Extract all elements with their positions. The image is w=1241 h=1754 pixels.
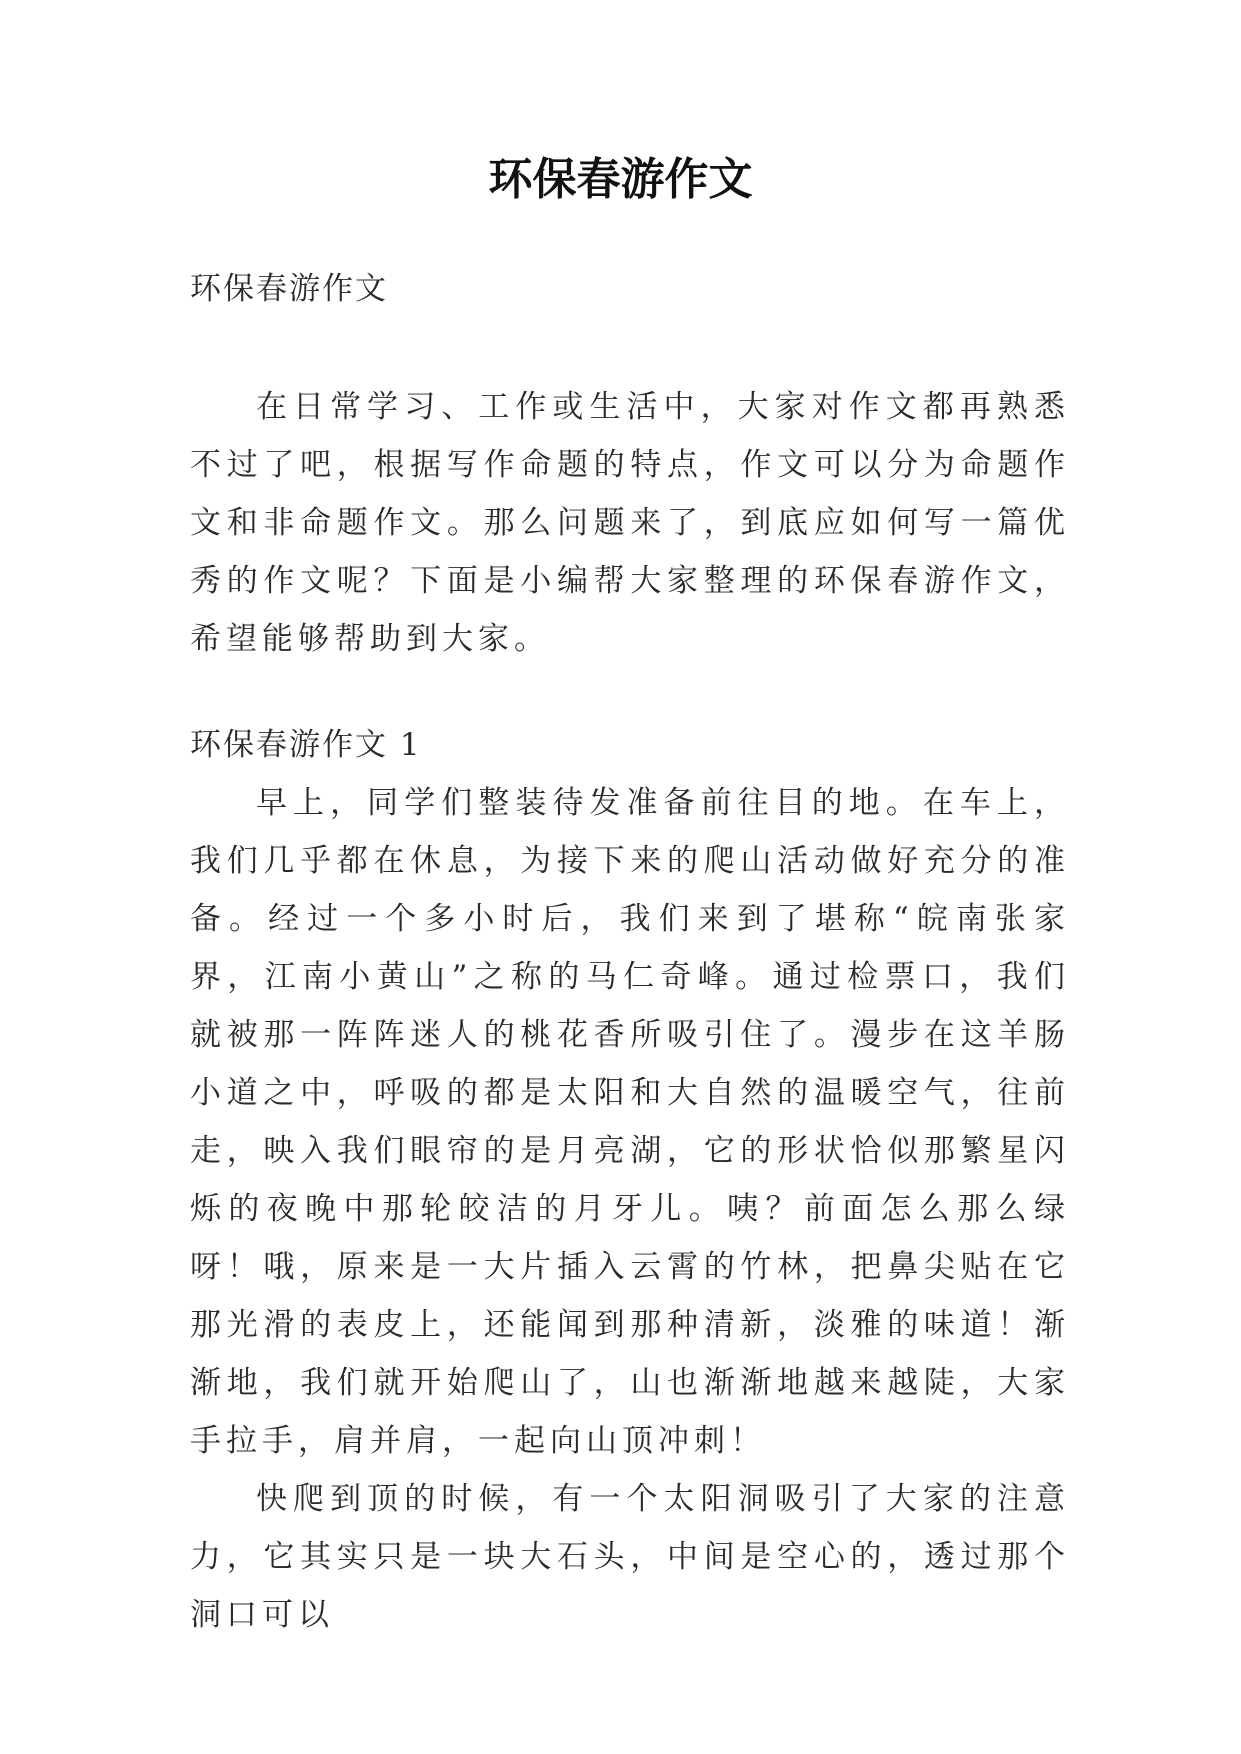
document-title: 环保春游作文	[488, 154, 753, 205]
body-paragraph: 快爬到顶的时候，有一个太阳洞吸引了大家的注意力，它其实只是一块大石头，中间是空心的，透过那个洞口可以	[190, 1481, 1070, 1633]
document-body	[190, 260, 1070, 1644]
section-heading: 环保春游作文 1	[190, 727, 422, 763]
document-subtitle: 环保春游作文	[190, 271, 388, 307]
body-paragraph: 早上，同学们整装待发准备前往目的地。在车上，我们几乎都在休息，为接下来的爬山活动做好充分的准备。经过一个多小时后，我们来到了堪称“皖南张家界，江南小黄山”之称的马仁奇峰。通过检票口，我们就被那一阵阵迷人的桃花香所吸引住了。漫步在这羊肠小道之中，呼吸的都是太阳和大自然的温暖空气，往前走，映入我们眼帘的是月亮湖，它的形状恰似那繁星闪烁的夜晚中那轮皎洁的月牙儿。咦？前面怎么那么绿呀！哦，原来是一大片插入云霄的竹林，把鼻尖贴在它那光滑的表皮上，还能闻到那种清新，淡雅的味道！渐渐地，我们就开始爬山了，山也渐渐地越来越陡，大家手拉手，肩并肩，一起向山顶冲刺！	[190, 785, 1070, 1459]
intro-paragraph: 在日常学习、工作或生活中，大家对作文都再熟悉不过了吧，根据写作命题的特点，作文可以分为命题作文和非命题作文。那么问题来了，到底应如何写一篇优秀的作文呢？下面是小编帮大家整理的环保春游作文，希望能够帮助到大家。	[190, 389, 1070, 657]
